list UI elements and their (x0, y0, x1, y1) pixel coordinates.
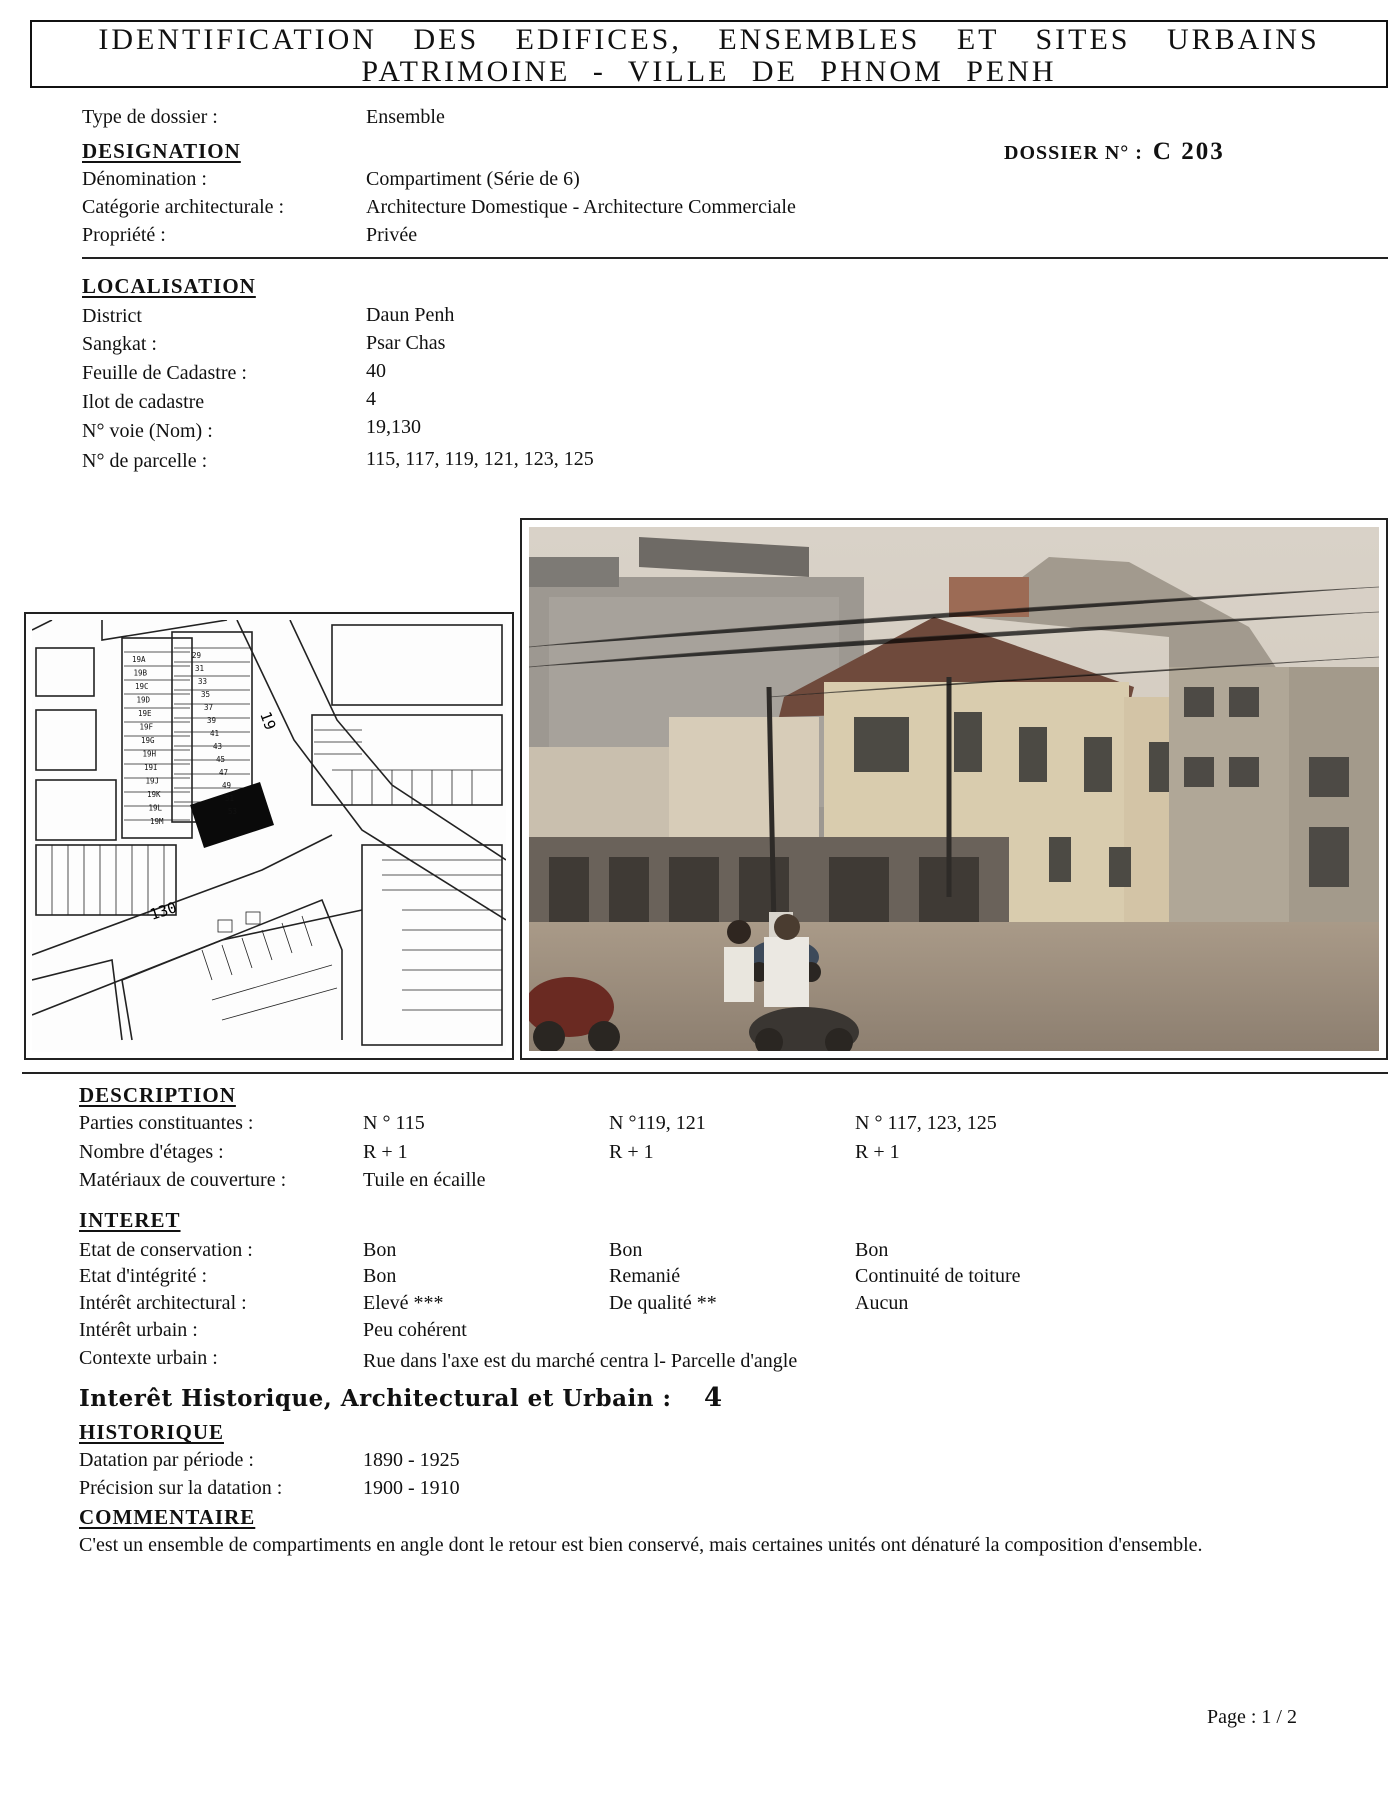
designation-label: Dénomination : (82, 168, 207, 190)
map-parcel-label: 19D (136, 695, 151, 705)
historique-value: 1890 - 1925 (363, 1449, 460, 1471)
section-localisation-title: LOCALISATION (82, 274, 256, 298)
map-parcel-label: 29 (192, 651, 202, 660)
interet-value: Bon (855, 1239, 889, 1261)
document-header (30, 20, 1388, 88)
dossier-label: DOSSIER N° : (1004, 142, 1143, 164)
localisation-label: N° de parcelle : (82, 450, 208, 472)
localisation-label: N° voie (Nom) : (82, 420, 213, 442)
localisation-value: 115, 117, 119, 121, 123, 125 (366, 448, 594, 470)
map-parcel-label: 51 (225, 794, 235, 803)
interet-label: Intérêt architectural : (79, 1292, 247, 1314)
map-parcel-label: 19L (148, 803, 163, 813)
header-title: IDENTIFICATION DES EDIFICES, ENSEMBLES ET SITES URBAINS (98, 23, 1320, 56)
interet-value: Aucun (855, 1292, 909, 1314)
interet-score (79, 1383, 723, 1413)
map-parcel-label: 19M (150, 817, 164, 826)
building-photo (529, 527, 1379, 1051)
commentaire-text: C'est un ensemble de compartiments en angle dont le retour est bien conservé, mais certaines unités ont dénaturé la composition d'ensemble. (79, 1534, 1203, 1556)
map-parcel-label: 35 (201, 690, 211, 699)
designation-label: Propriété : (82, 224, 166, 246)
localisation-value: 4 (366, 388, 376, 410)
interet-value: Bon (609, 1239, 643, 1261)
map-parcel-label: 19H (142, 749, 157, 759)
map-parcel-label: 43 (213, 742, 223, 751)
description-label: Nombre d'étages : (79, 1141, 224, 1163)
description-value: N ° 115 (363, 1112, 425, 1134)
map-parcel-label: 19A (132, 655, 146, 664)
interet-value: Bon (363, 1265, 397, 1287)
interet-label: Etat de conservation : (79, 1239, 253, 1261)
page-number: Page : 1 / 2 (1207, 1706, 1297, 1728)
interet-value: Peu cohérent (363, 1319, 467, 1341)
map-parcel-label: 19K (147, 790, 161, 799)
localisation-value: 19,130 (366, 416, 421, 438)
localisation-label: Sangkat : (82, 333, 157, 355)
interet-value: Continuité de toiture (855, 1265, 1021, 1287)
map-street-label-19: 19 (256, 709, 280, 733)
description-value: R + 1 (609, 1141, 654, 1163)
section-description-title: DESCRIPTION (79, 1083, 236, 1107)
designation-value: Compartiment (Série de 6) (366, 168, 580, 190)
designation-value: Architecture Domestique - Architecture Commerciale (366, 196, 796, 218)
localisation-value: Daun Penh (366, 304, 455, 326)
description-label: Parties constituantes : (79, 1112, 254, 1134)
map-parcel-label: 19J (145, 776, 160, 786)
interet-value: Bon (363, 1239, 397, 1261)
historique-label: Datation par période : (79, 1449, 254, 1471)
interet-score-label: Interêt Historique, Architectural et Urbain : (79, 1385, 672, 1412)
map-street-label-130: 130 (147, 898, 180, 924)
cadastre-map (32, 620, 506, 1052)
description-value: R + 1 (363, 1141, 408, 1163)
map-parcel-label: 41 (210, 729, 220, 738)
interet-score-value: 4 (704, 1383, 723, 1413)
map-parcel-label: 45 (216, 755, 226, 764)
dossier-number (1004, 138, 1225, 166)
header-subtitle: PATRIMOINE - VILLE DE PHNOM PENH (361, 55, 1057, 88)
section-interet-title: INTERET (79, 1208, 181, 1232)
localisation-value: 40 (366, 360, 386, 382)
interet-label: Intérêt urbain : (79, 1319, 198, 1341)
map-parcel-label: 39 (207, 716, 217, 725)
interet-label: Etat d'intégrité : (79, 1265, 208, 1287)
description-value: N °119, 121 (609, 1112, 706, 1134)
dossier-value: C 203 (1152, 138, 1225, 165)
map-parcel-label: 33 (198, 677, 208, 686)
map-parcel-label: 19E (138, 709, 152, 718)
localisation-value: Psar Chas (366, 332, 446, 354)
section-commentaire-title: COMMENTAIRE (79, 1505, 256, 1529)
type-dossier-label: Type de dossier : (82, 106, 218, 128)
historique-value: 1900 - 1910 (363, 1477, 460, 1499)
type-dossier-value: Ensemble (366, 106, 445, 128)
interet-value: De qualité ** (609, 1292, 717, 1314)
map-parcel-label: 31 (195, 664, 205, 673)
designation-value: Privée (366, 224, 418, 246)
divider (22, 1072, 1388, 1074)
map-parcel-label: 19C (135, 682, 149, 691)
map-parcel-label: 19B (133, 668, 148, 678)
map-parcel-label: 19I (144, 763, 158, 772)
section-designation-title: DESIGNATION (82, 139, 241, 163)
map-parcel-label: 19F (139, 722, 154, 732)
localisation-label: Feuille de Cadastre : (82, 362, 247, 384)
building-photo-frame (520, 518, 1388, 1060)
description-value: Tuile en écaille (363, 1169, 486, 1191)
interet-value: Rue dans l'axe est du marché centra l- Parcelle d'angle (363, 1350, 798, 1372)
localisation-label: District (82, 305, 142, 327)
interet-label: Contexte urbain : (79, 1347, 218, 1369)
divider (82, 257, 1388, 259)
section-historique-title: HISTORIQUE (79, 1420, 224, 1444)
description-label: Matériaux de couverture : (79, 1169, 287, 1191)
map-parcel-label: 19G (141, 736, 155, 745)
cadastre-map-frame (24, 612, 514, 1060)
interet-value: Remanié (609, 1265, 681, 1287)
description-value: R + 1 (855, 1141, 900, 1163)
map-parcel-label: 53 (228, 807, 238, 816)
description-value: N ° 117, 123, 125 (855, 1112, 997, 1134)
interet-value: Elevé *** (363, 1292, 444, 1314)
designation-label: Catégorie architecturale : (82, 196, 285, 218)
localisation-label: Ilot de cadastre (82, 391, 205, 413)
map-parcel-label: 37 (204, 703, 214, 712)
map-parcel-label: 49 (222, 781, 232, 790)
historique-label: Précision sur la datation : (79, 1477, 283, 1499)
map-parcel-label: 47 (219, 768, 229, 777)
